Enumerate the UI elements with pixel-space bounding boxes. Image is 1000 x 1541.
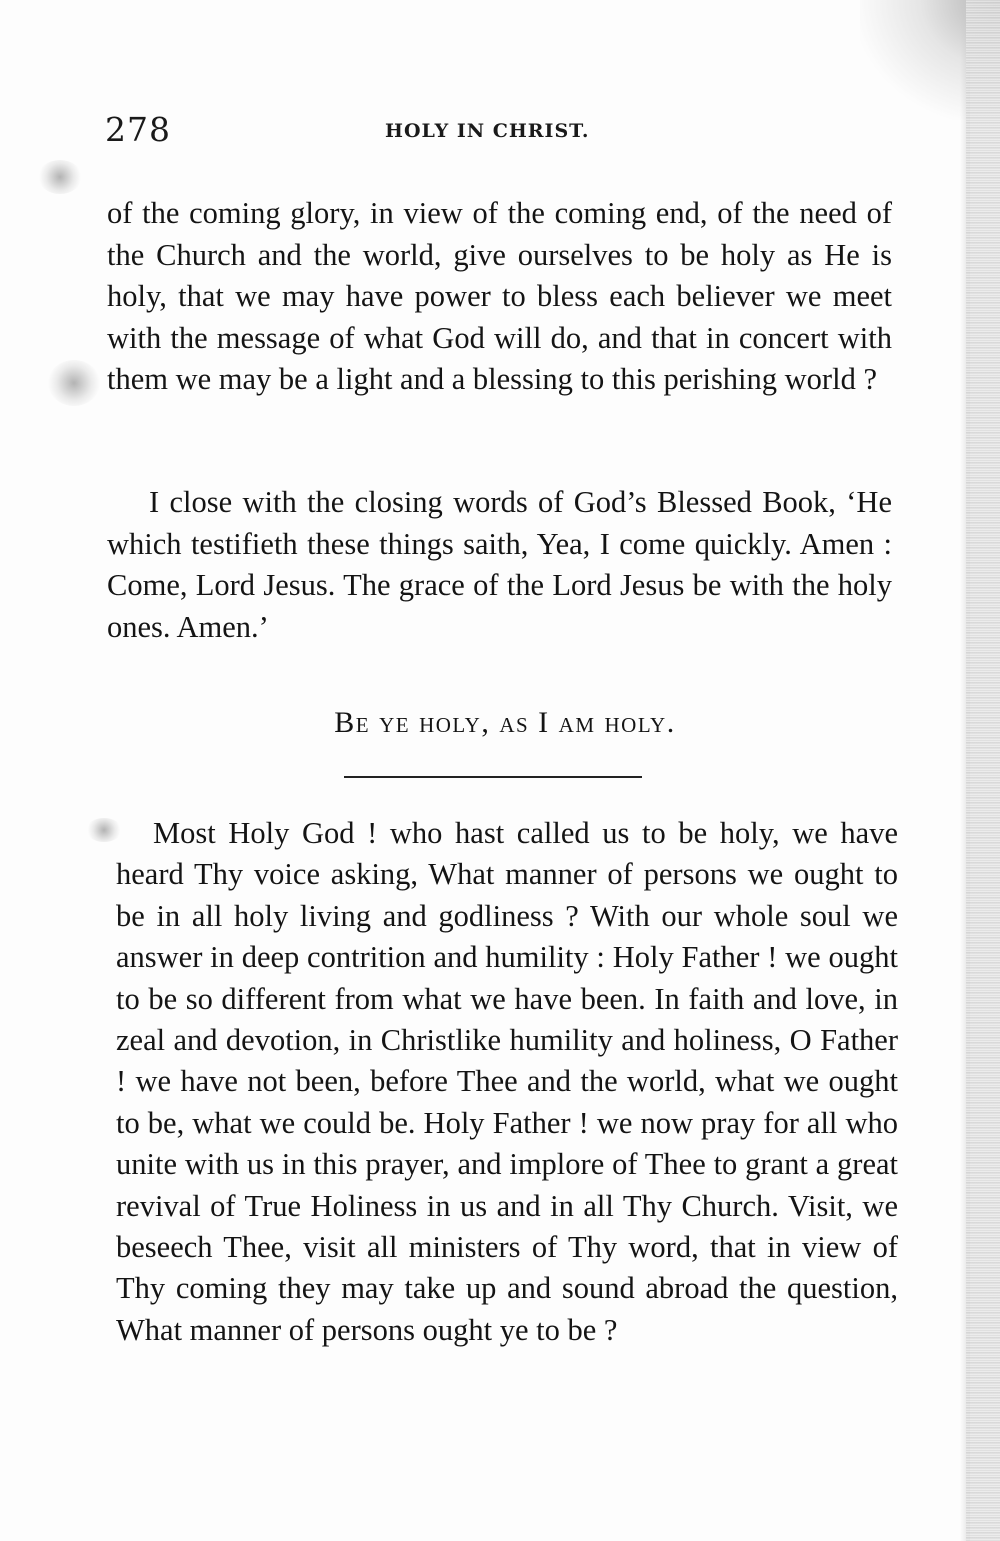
section-divider	[344, 776, 642, 778]
scan-speck	[38, 160, 82, 194]
scan-edge-shading	[966, 0, 1000, 1541]
scan-speck	[48, 360, 100, 406]
paragraph-closing: I close with the closing words of God’s Blessed Book, ‘He which testifieth these things saith, Yea, I come quickly. Amen : Come, Lord Jesus. The grace of the Lord Jesus be with the holy ones. Amen.’	[107, 485, 892, 644]
page-number: 278	[105, 110, 171, 149]
running-head: HOLY IN CHRIST.	[385, 120, 590, 142]
motto-heading: Be ye holy, as I am holy.	[334, 706, 676, 739]
paragraph-continued: of the coming glory, in view of the coming end, of the need of the Church and the world, give ourselves to be holy as He is holy, that we may have power to bless each believer we meet with the message of what God will do, and that in concert with them we may be a light and a blessing to this perishing world ?	[107, 196, 892, 396]
page-header	[105, 110, 900, 158]
prayer-paragraph: Most Holy God ! who hast called us to be holy, we have heard Thy voice asking, What manner of persons we ought to be in all holy living and godliness ? With our whole soul we answer in deep contrition and humility : Holy Father ! we ought to be so different from what we have been. In faith and love, in zeal and devotion, in Christlike humility and holiness, O Father ! we have not been, before Thee and the world, what we ought to be, what we could be. Holy Father ! we now pray for all who unite with us in this prayer, and implore of Thee to grant a great revival of True Holiness in us and in all Thy Church. Visit, we beseech Thee, visit all ministers of Thy word, that in view of Thy coming they may take up and sound abroad the question, What manner of persons ought ye to be ?	[116, 816, 898, 1347]
